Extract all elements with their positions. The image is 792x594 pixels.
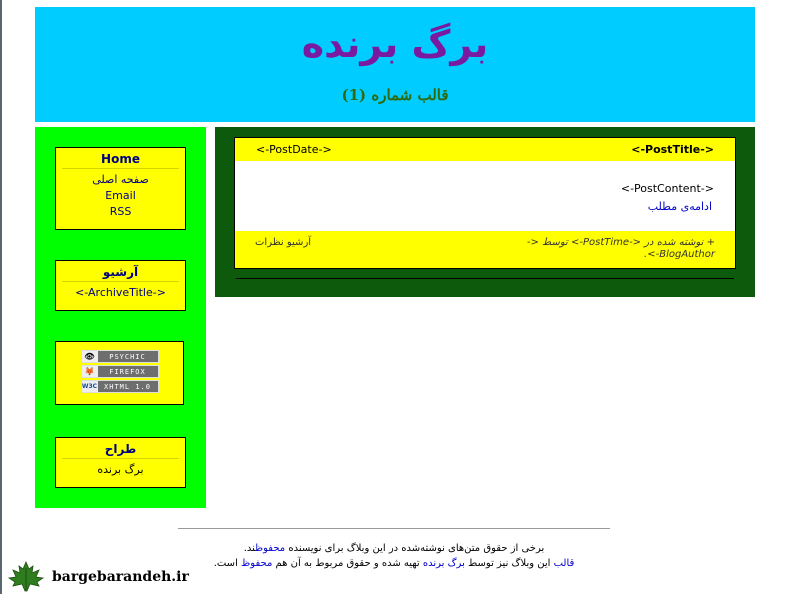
firefox-icon: 🦊 [82, 366, 98, 377]
psychic-badge[interactable]: 👁 PSYCHIC [81, 350, 159, 363]
blog-subtitle: قالب شماره (1) [341, 86, 449, 104]
archive-item-link[interactable]: <-ArchiveTitle-> [75, 286, 166, 299]
window-edge [0, 0, 2, 594]
post-title[interactable]: <-PostTitle-> [631, 143, 714, 156]
designer-box-title: طراح [62, 442, 179, 459]
firefox-badge[interactable]: 🦊 FIREFOX [81, 365, 159, 378]
designer-box [55, 437, 186, 488]
maple-leaf-icon [6, 560, 46, 593]
archive-box [55, 260, 186, 311]
post-date: <-PostDate-> [256, 143, 332, 156]
rss-link[interactable]: RSS [109, 205, 132, 218]
archive-box-title: آرشیو [62, 265, 179, 282]
eye-icon: 👁 [82, 351, 98, 362]
sidebar [35, 127, 206, 508]
footer-divider [178, 528, 610, 529]
template-link[interactable]: قالب [553, 558, 575, 569]
home-link[interactable]: صفحه اصلی [92, 173, 149, 186]
main-content [215, 127, 755, 297]
post-meta: + نوشته شده در <-PostTime-> توسط <-BlogAuthor->. [526, 237, 715, 260]
site-logo[interactable] [6, 560, 189, 593]
blog-header [35, 7, 755, 122]
post-header [235, 138, 735, 161]
logo-text: bargebarandeh.ir [52, 568, 189, 585]
home-box-title: Home [62, 152, 179, 169]
home-box [55, 147, 186, 230]
post-content: <-PostContent-> [620, 182, 714, 195]
read-more-link[interactable]: ادامه‌ی مطلب [647, 200, 712, 213]
w3c-icon: W3C [81, 383, 98, 390]
blog-title[interactable]: برگ برنده [301, 22, 489, 66]
post-divider [236, 278, 734, 279]
badges-box [55, 341, 184, 405]
email-link[interactable]: Email [105, 189, 136, 202]
post-footer [235, 231, 735, 268]
copyright-line-1: برخی از حقوق متن‌های نوشته‌شده در این وبلاگ برای نویسنده محفوظند. [243, 543, 545, 554]
designer-link[interactable]: برگ برنده [97, 463, 144, 476]
post [234, 137, 736, 269]
copyright-link[interactable]: محفوظ [255, 543, 286, 554]
rights-link[interactable]: محفوظ [241, 558, 273, 569]
copyright-line-2: قالب این وبلاگ نیز توسط برگ برنده تهیه شده و حقوق مربوط به آن هم محفوظ است. [213, 558, 575, 569]
xhtml-badge[interactable]: W3C XHTML 1.0 [81, 380, 159, 393]
designer-footer-link[interactable]: برگ برنده [422, 558, 465, 569]
comments-archive-link[interactable]: آرشیو نظرات [255, 237, 312, 248]
